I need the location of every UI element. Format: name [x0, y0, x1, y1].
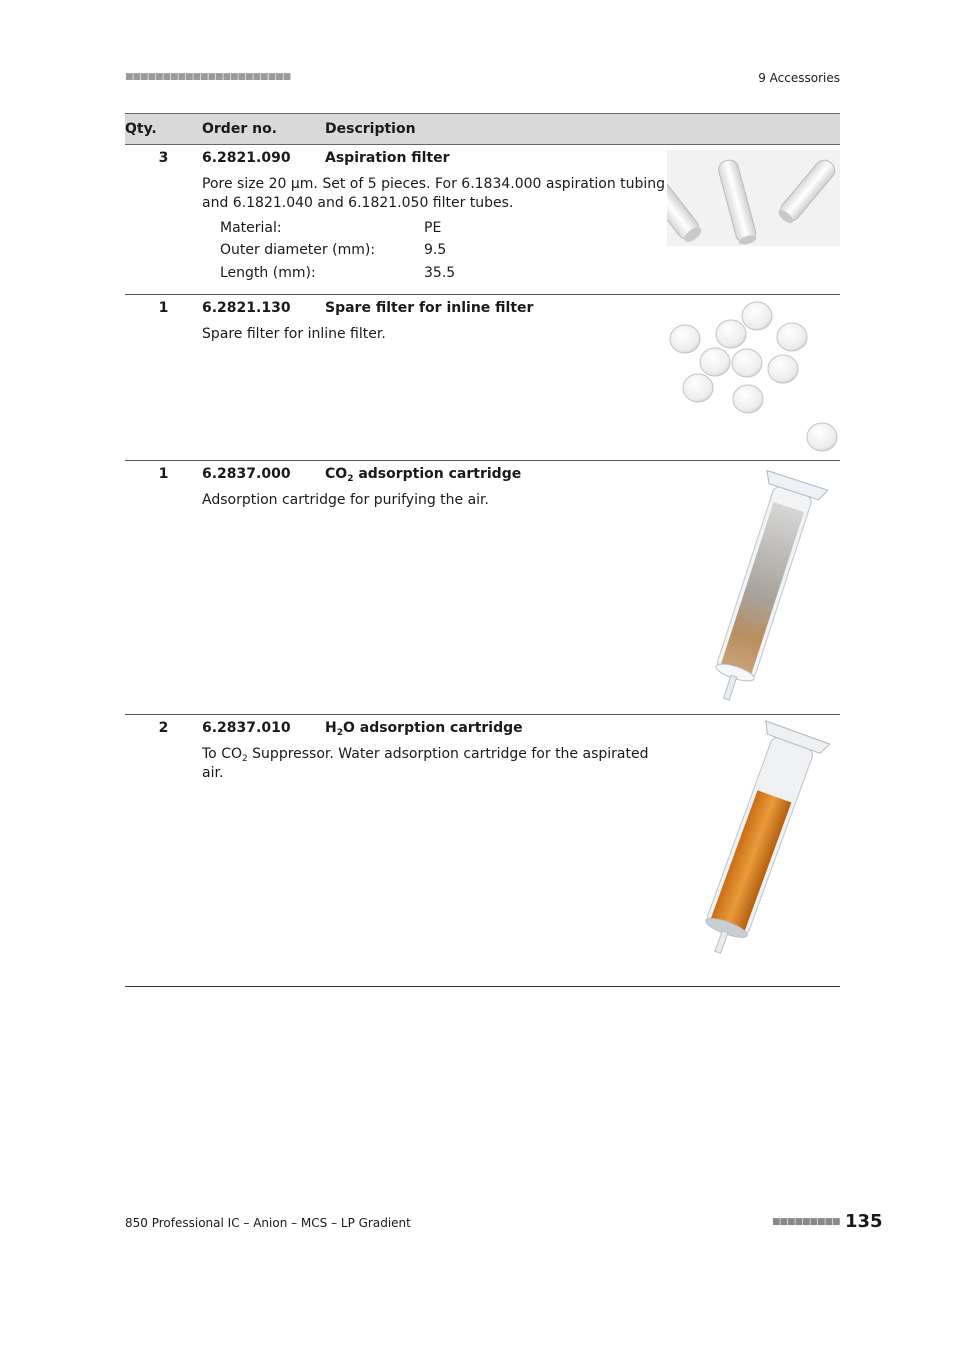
- document-title: 850 Professional IC – Anion – MCS – LP Gradient: [125, 1216, 411, 1230]
- spec-row: [220, 217, 667, 240]
- order-number: 6.2821.090: [202, 150, 291, 166]
- spec-value: PE: [424, 219, 442, 236]
- table-row: [125, 145, 840, 171]
- header-decoration: ■■■■■■■■■■■■■■■■■■■■■■: [125, 72, 291, 82]
- chapter-title: 9 Accessories: [758, 71, 840, 85]
- description-column-header: Description: [325, 114, 667, 145]
- item-image-cell: [667, 715, 840, 961]
- page-number: 135: [845, 1211, 883, 1232]
- table-row: [125, 461, 840, 487]
- table-row: [125, 295, 840, 322]
- item-image-cell: [667, 461, 840, 715]
- spec-label: Material:: [220, 219, 282, 236]
- order-number: 6.2821.130: [202, 295, 325, 322]
- item-description: Spare filter for inline filter.: [202, 326, 386, 343]
- order-column-header: Order no.: [202, 114, 325, 145]
- spec-row: [220, 239, 667, 262]
- spare-filter-image: [667, 300, 840, 460]
- aspiration-filter-image: [667, 150, 840, 246]
- order-number: 6.2837.010: [202, 715, 325, 741]
- table-bottom-rule: [125, 986, 840, 987]
- item-description: Pore size 20 µm. Set of 5 pieces. For 6.1834.000 aspiration tubing and 6.1821.040 and 6.1821.050 filter tubes.: [202, 175, 666, 211]
- spec-label: Length (mm):: [220, 264, 316, 281]
- item-description: To $CO_2$ Suppressor. Water adsorption cartridge for the aspirated air.: [202, 745, 649, 781]
- qty-cell: 2: [125, 715, 202, 741]
- spec-label: Outer diameter (mm):: [220, 242, 376, 259]
- qty-cell: 1: [125, 461, 202, 487]
- co2-cartridge-image: [667, 466, 840, 706]
- item-image-cell: [667, 145, 840, 295]
- accessories-table: [125, 113, 840, 961]
- item-title: Aspiration filter: [325, 150, 450, 166]
- table-header-row: [125, 114, 840, 145]
- spec-value: 35.5: [424, 264, 456, 281]
- h2o-cartridge-image: [667, 720, 840, 955]
- order-number: 6.2837.000: [202, 461, 325, 487]
- qty-column-header: Qty.: [125, 114, 202, 145]
- spec-row: [220, 262, 667, 285]
- item-title: $H_2O$ adsorption cartridge: [325, 715, 667, 741]
- spec-value: 9.5: [424, 242, 447, 259]
- footer-decoration: ■■■■■■■■■: [772, 1217, 840, 1227]
- qty-cell: 1: [125, 295, 202, 322]
- item-title: $CO_2$ adsorption cartridge: [325, 461, 667, 487]
- table-row: [125, 715, 840, 741]
- item-title: Spare filter for inline filter: [325, 295, 667, 322]
- spec-list: [220, 217, 667, 285]
- item-description: Adsorption cartridge for purifying the air.: [202, 491, 489, 508]
- qty-cell: 3: [158, 150, 169, 166]
- item-image-cell: [667, 295, 840, 461]
